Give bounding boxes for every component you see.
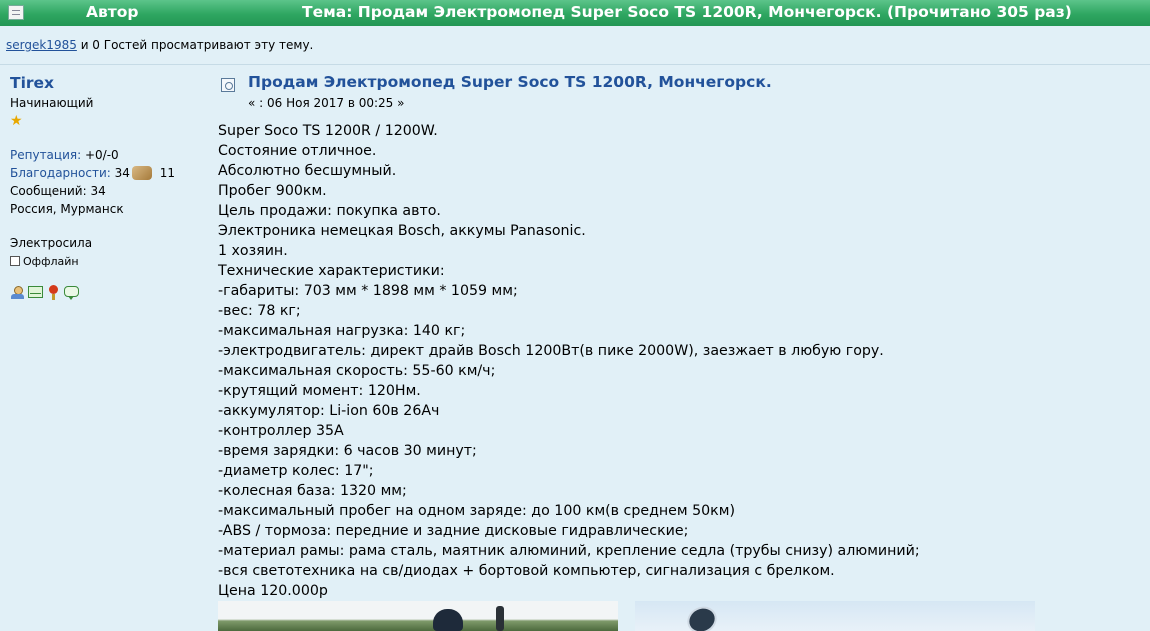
viewers-guests-text: и 0 Гостей просматривают эту тему. bbox=[80, 38, 314, 52]
scooter-photo-2[interactable] bbox=[635, 601, 1035, 631]
thanks bbox=[10, 164, 200, 182]
photo-mirror-shape bbox=[496, 606, 504, 631]
topic-header-bar bbox=[0, 0, 1150, 26]
post-line: -колесная база: 1320 мм; bbox=[218, 483, 407, 499]
scooter-photo-1[interactable] bbox=[218, 601, 618, 631]
topic-title: Тема: Продам Электромопед Super Soco TS 1200R, Мончегорск. (Прочитано 305 раз) bbox=[302, 3, 1072, 21]
post-line: Super Soco TS 1200R / 1200W. bbox=[218, 123, 438, 139]
post-line: -крутящий момент: 120Нм. bbox=[218, 383, 421, 399]
post-line: -контроллер 35А bbox=[218, 423, 344, 439]
post bbox=[0, 65, 1150, 631]
thanks-label[interactable]: Благодарности: bbox=[10, 166, 111, 180]
post-line: Цена 120.000р bbox=[218, 583, 328, 599]
poster-action-icons bbox=[10, 285, 200, 303]
post-line: -материал рамы: рама сталь, маятник алюминий, крепление седла (трубы снизу) алюминий; bbox=[218, 543, 920, 559]
post-line: -максимальная нагрузка: 140 кг; bbox=[218, 323, 466, 339]
poster-name[interactable]: Tirex bbox=[10, 74, 55, 92]
post-line: -максимальная скорость: 55-60 км/ч; bbox=[218, 363, 496, 379]
post-subject[interactable]: Продам Электромопед Super Soco TS 1200R, Мончегорск. bbox=[248, 73, 772, 91]
warning-icon[interactable] bbox=[46, 285, 61, 300]
poster-rank: Начинающий bbox=[10, 96, 94, 110]
poster-info bbox=[10, 65, 200, 303]
post-type-icon bbox=[221, 78, 235, 92]
post-line: Пробег 900км. bbox=[218, 183, 327, 199]
viewer-user-link[interactable]: sergek1985 bbox=[6, 38, 77, 52]
handshake-icon bbox=[132, 166, 152, 180]
photo-helmet-shape bbox=[433, 609, 463, 631]
post-line: Цель продажи: покупка авто. bbox=[218, 203, 441, 219]
document-icon bbox=[8, 5, 24, 20]
pm-icon[interactable] bbox=[64, 286, 79, 297]
rank-star-icon: ★ bbox=[10, 113, 23, 129]
post-line: -ABS / тормоза: передние и задние дисковые гидравлические; bbox=[218, 523, 689, 539]
author-column-label: Автор bbox=[86, 3, 139, 21]
reputation-label[interactable]: Репутация: bbox=[10, 148, 82, 162]
reputation bbox=[10, 146, 200, 164]
post-line: -вес: 78 кг; bbox=[218, 303, 301, 319]
post-line: -вся светотехника на св/диодах + бортовой компьютер, сигнализация с брелком. bbox=[218, 563, 835, 579]
thanks-received: 11 bbox=[159, 166, 176, 180]
email-icon[interactable] bbox=[28, 286, 43, 298]
offline-icon bbox=[10, 256, 20, 266]
poster-messages: Сообщений: 34 bbox=[10, 184, 106, 198]
post-body bbox=[218, 121, 1118, 601]
poster-custom-title: Электросила bbox=[10, 236, 93, 250]
viewers-text bbox=[6, 38, 313, 52]
post-line: Абсолютно бесшумный. bbox=[218, 163, 397, 179]
thanks-given: 34 bbox=[114, 166, 130, 180]
post-line: Технические характеристики: bbox=[218, 263, 445, 279]
post-line: -аккумулятор: Li-ion 60в 26Ач bbox=[218, 403, 440, 419]
poster-status bbox=[10, 252, 200, 271]
post-line: Электроника немецкая Bosch, аккумы Panasonic. bbox=[218, 223, 586, 239]
poster-location: Россия, Мурманск bbox=[10, 202, 124, 216]
post-line: -электродвигатель: директ драйв Bosch 1200Вт(в пике 2000W), заезжает в любую гору. bbox=[218, 343, 884, 359]
post-line: 1 хозяин. bbox=[218, 243, 288, 259]
reputation-value: +0/-0 bbox=[84, 148, 119, 162]
profile-icon[interactable] bbox=[10, 285, 25, 300]
post-date: « : 06 Ноя 2017 в 00:25 » bbox=[248, 96, 405, 110]
post-line: Состояние отличное. bbox=[218, 143, 377, 159]
poster-status-text: Оффлайн bbox=[23, 255, 79, 268]
photo-mirror-shape bbox=[683, 602, 721, 631]
post-line: -время зарядки: 6 часов 30 минут; bbox=[218, 443, 477, 459]
post-line: -максимальный пробег на одном заряде: до 100 км(в среднем 50км) bbox=[218, 503, 735, 519]
viewers-bar bbox=[0, 26, 1150, 65]
post-line: -диаметр колес: 17"; bbox=[218, 463, 374, 479]
post-line: -габариты: 703 мм * 1898 мм * 1059 мм; bbox=[218, 283, 518, 299]
